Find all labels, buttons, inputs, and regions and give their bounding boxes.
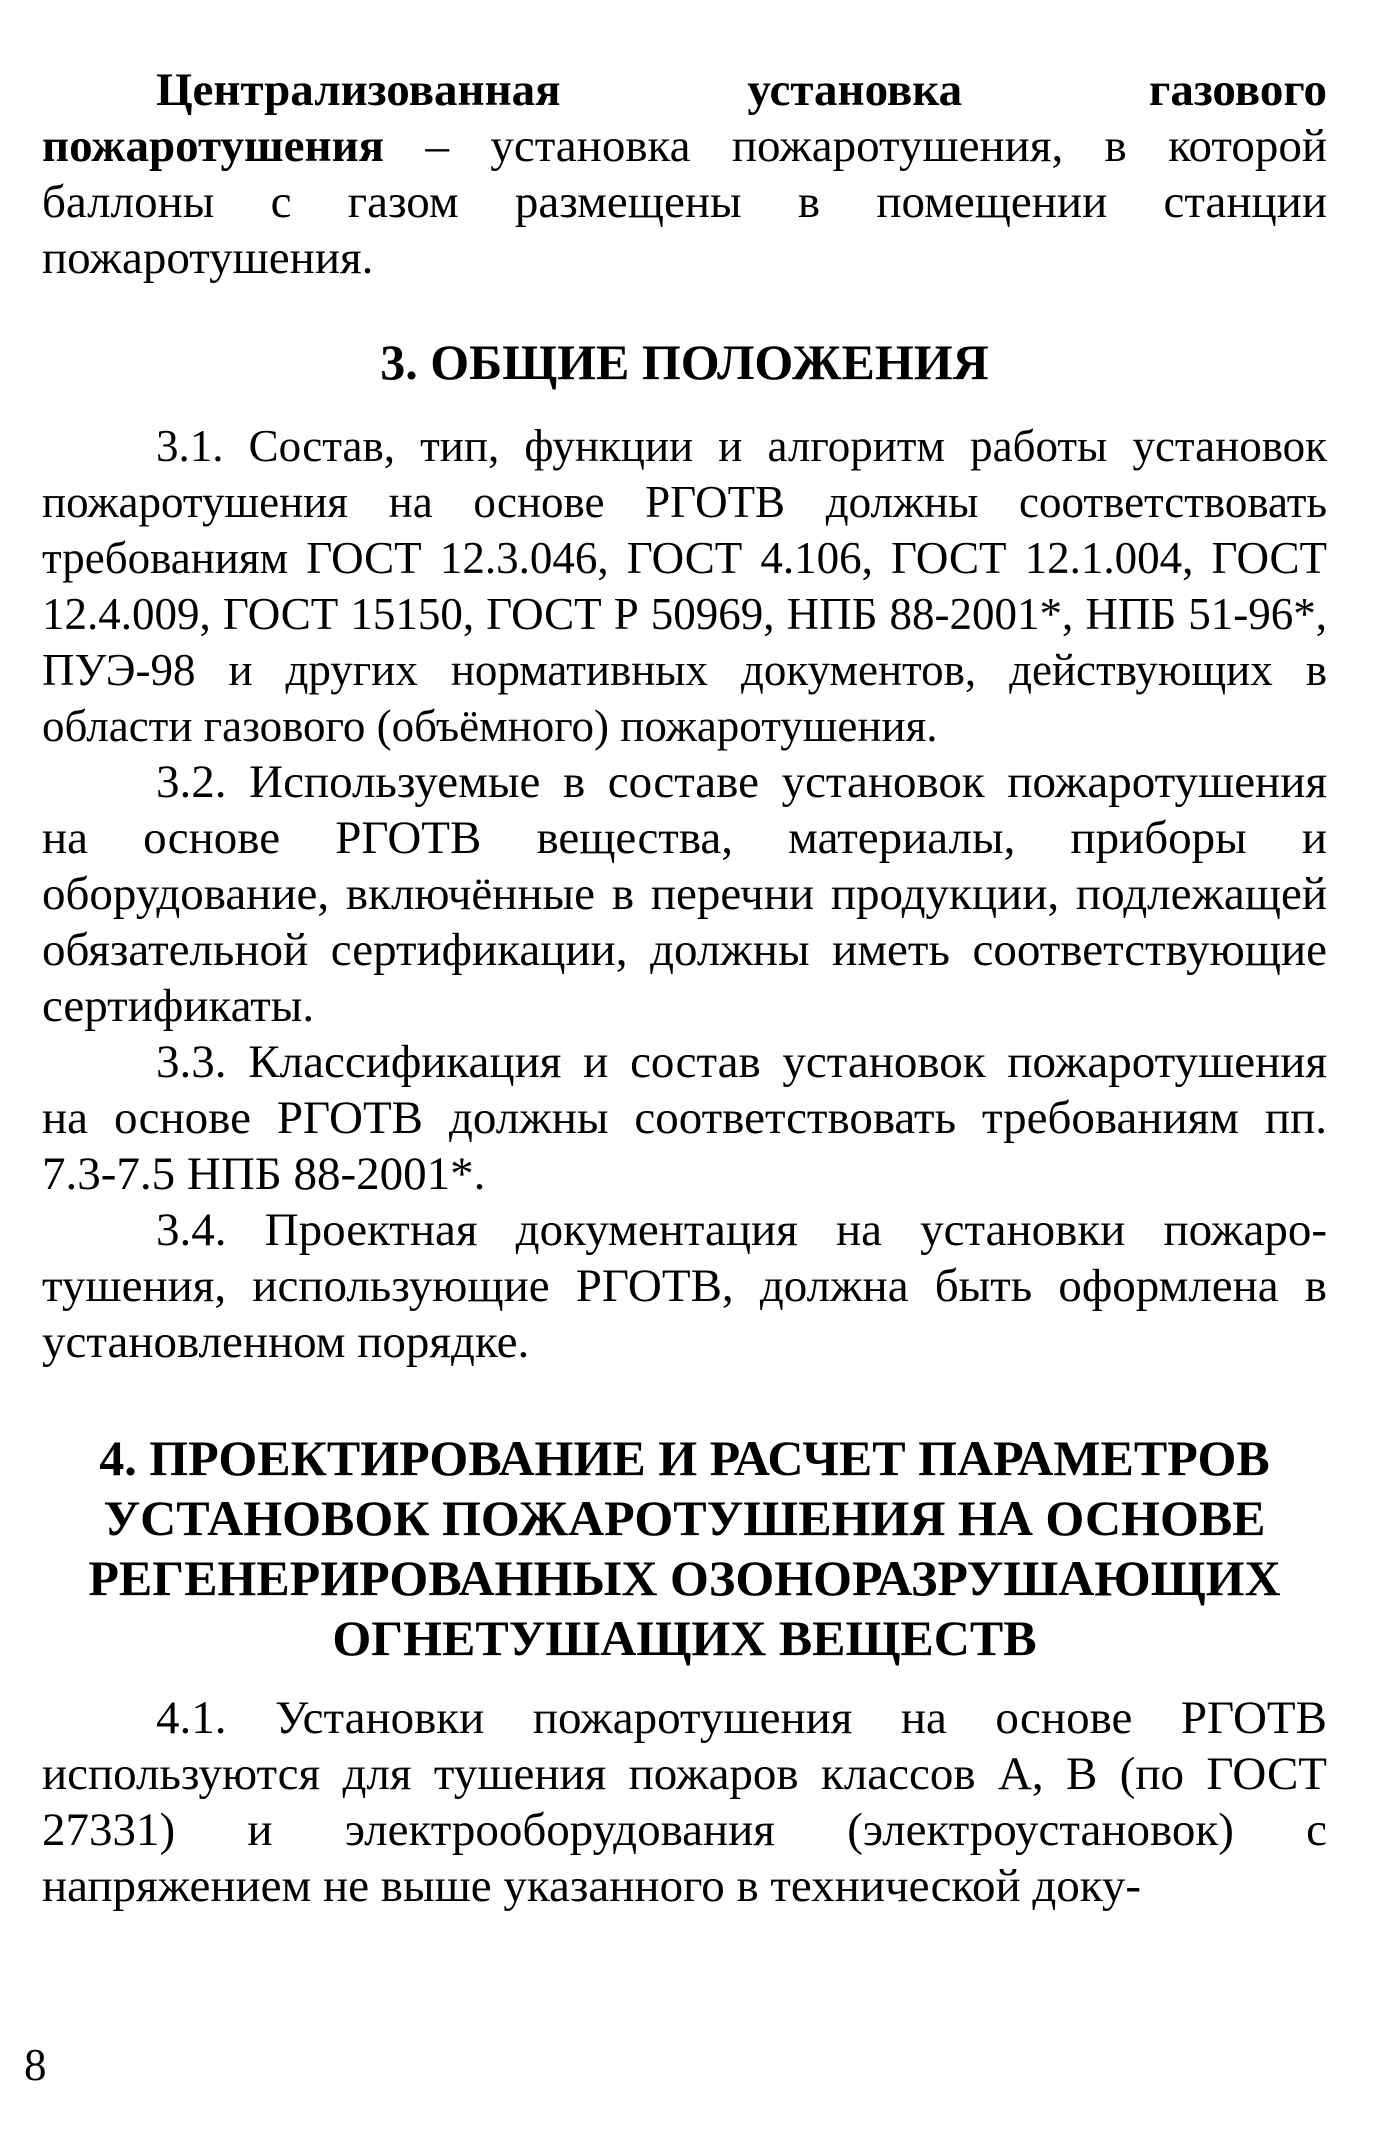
page-number: 8 — [24, 2040, 47, 2090]
paragraph-4-1: 4.1. Установки пожаротушения на основе РГОТВ используются для тушения пожаров классов А, В (по ГОСТ 27331) и электрооборудования (электроустановок) с напряжением не выше указанного в технической доку- — [42, 1692, 1327, 1912]
paragraph-3-4: 3.4. Проектная документация на установки пожаротушения, использующие РГОТВ, должна быть оформлена в установленном порядке. — [42, 1204, 1327, 1368]
paragraph-3-1: 3.1. Состав, тип, функции и алгоритм работы установок пожаротушения на основе РГОТВ должны соответствовать требованиям ГОСТ 12.3.046, ГОСТ 4.106, ГОСТ 12.1.004, ГОСТ 12.4.009, ГОСТ 15150, ГОСТ Р 50969, НПБ 88-2001*, НПБ 51-96*, ПУЭ-98 и других нормативных документов, действующих в области газового (объёмного) пожаротушения. — [42, 421, 1327, 751]
defined-term: Централизованная установка газового пожаротушения — [42, 64, 1327, 172]
definition-dash: – — [384, 120, 491, 172]
document-page — [42, 62, 1327, 1914]
section-4-heading-line: УСТАНОВОК ПОЖАРОТУШЕНИЯ НА ОСНОВЕ — [103, 1490, 1266, 1546]
section-4-heading-line: ОГНЕТУШАЩИХ ВЕЩЕСТВ — [332, 1610, 1037, 1666]
section-3-heading: 3. ОБЩИЕ ПОЛОЖЕНИЯ — [380, 334, 989, 390]
paragraph-3-3: 3.3. Классификация и состав установок пожаротушения на основе РГОТВ должны соответствовать требованиям пп. 7.3-7.5 НПБ 88-2001*. — [42, 1036, 1327, 1200]
section-4-heading — [42, 1428, 1327, 1668]
paragraph-3-2: 3.2. Используемые в составе установок пожаротушения на основе РГОТВ вещества, материалы, приборы и оборудование, включённые в перечни продукции, подлежащей обязательной сертификации, должны иметь соответствующие сертификаты. — [42, 756, 1327, 1032]
section-4-heading-line: 4. ПРОЕКТИРОВАНИЕ И РАСЧЕТ ПАРАМЕТРОВ — [99, 1430, 1270, 1486]
definition-text: установка пожаротушения, в которой баллоны с газом размещены в помещении станции пожаротушения. — [42, 120, 1327, 284]
definition-paragraph — [42, 62, 1327, 286]
section-4-heading-line: РЕГЕНЕРИРОВАННЫХ ОЗОНОРАЗРУШАЮЩИХ — [88, 1550, 1281, 1606]
